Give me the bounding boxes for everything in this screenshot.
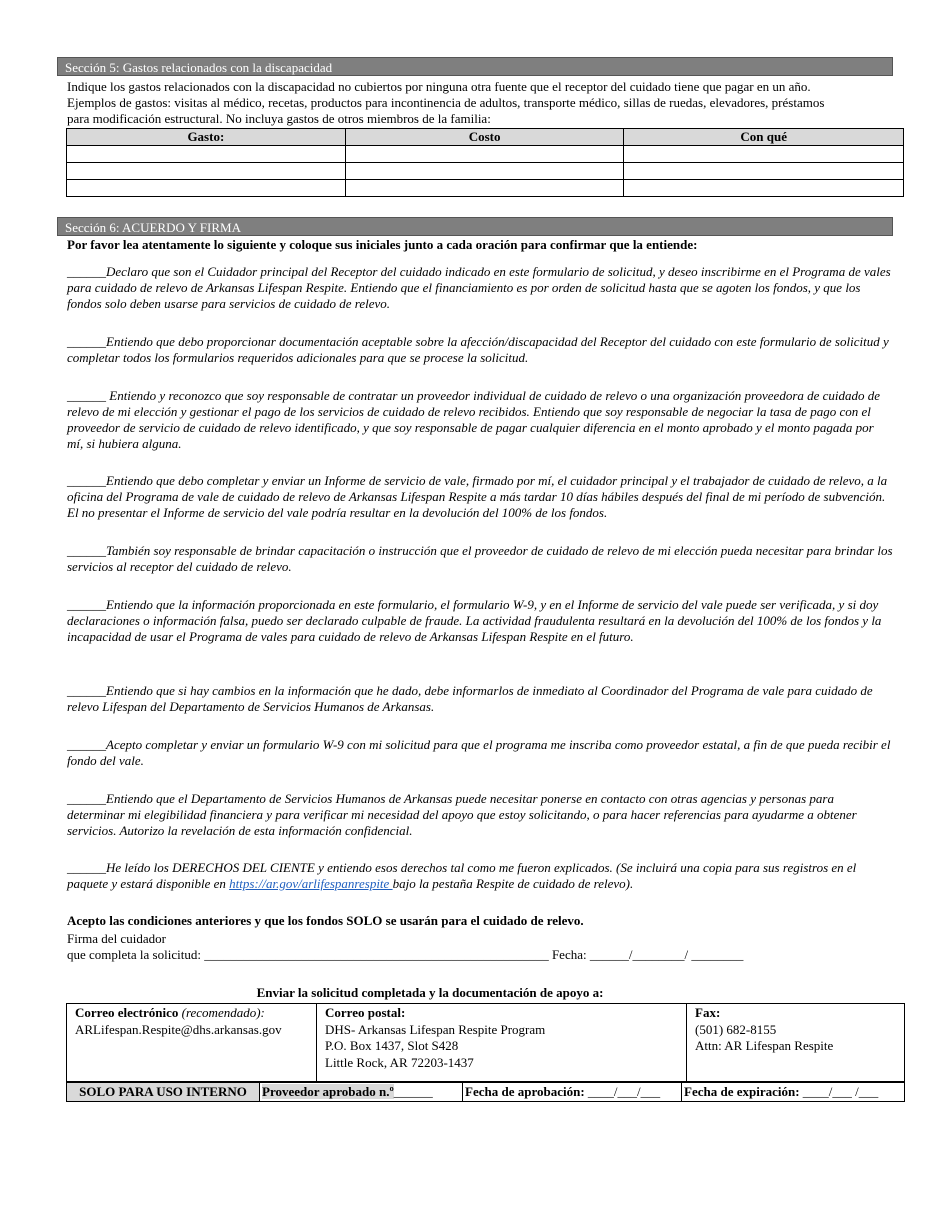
approval-label: Fecha de aprobación: bbox=[465, 1084, 585, 1099]
statement-text: He leído los DERECHOS DEL CIENTE y entiendo esos derechos tal como me fueron explicados. (Se incluirá una copia para sus registros en el paquete y estará disponible en bbox=[67, 860, 857, 891]
mail-line-3: Little Rock, AR 72203-1437 bbox=[325, 1054, 474, 1070]
contact-row bbox=[67, 1004, 905, 1082]
signature-block bbox=[67, 931, 893, 963]
fax-label: Fax: bbox=[695, 1005, 721, 1020]
rights-link[interactable]: https://ar.gov/arlifespanrespite bbox=[229, 876, 393, 891]
fax-cell bbox=[687, 1004, 905, 1082]
with-what-cell[interactable] bbox=[624, 146, 904, 163]
cost-cell[interactable] bbox=[345, 163, 624, 180]
table-row bbox=[67, 163, 904, 180]
initials-blank[interactable]: ______ bbox=[67, 737, 106, 752]
statement-8 bbox=[67, 737, 893, 769]
initials-blank[interactable]: ______ bbox=[67, 388, 106, 403]
accept-statement: Acepto las condiciones anteriores y que los fondos SOLO se usarán para el cuidado de relevo. bbox=[67, 913, 584, 928]
email-label: Correo electrónico bbox=[75, 1005, 179, 1020]
expense-cell[interactable] bbox=[67, 146, 346, 163]
statement-6 bbox=[67, 597, 893, 645]
table-row bbox=[67, 180, 904, 197]
mail-line-1: DHS- Arkansas Lifespan Respite Program bbox=[325, 1021, 546, 1037]
section5-header: Sección 5: Gastos relacionados con la discapacidad bbox=[57, 57, 893, 76]
with-what-cell[interactable] bbox=[624, 180, 904, 197]
date-blank[interactable]: ______/________/ ________ bbox=[589, 947, 744, 962]
statement-text: Entiendo que si hay cambios en la información que he dado, debe informarlos de inmediato al Coordinador del Programa de vale para cuidado de relevo Lifespan del Departamento de Servicios Humanos de Arkansas. bbox=[67, 683, 873, 714]
signature-label-1: Firma del cuidador bbox=[67, 931, 166, 946]
provider-label: Proveedor aprobado n.º bbox=[262, 1084, 394, 1099]
date-label: Fecha: bbox=[548, 947, 590, 962]
provider-cell bbox=[260, 1083, 463, 1102]
with-what-cell[interactable] bbox=[624, 163, 904, 180]
internal-use-table bbox=[66, 1082, 905, 1102]
expense-cell[interactable] bbox=[67, 163, 346, 180]
initials-blank[interactable]: ______ bbox=[67, 473, 106, 488]
col-gasto: Gasto: bbox=[67, 129, 346, 146]
initials-blank[interactable]: ______ bbox=[67, 334, 106, 349]
email-cell bbox=[67, 1004, 317, 1082]
provider-blank[interactable]: ______ bbox=[393, 1084, 433, 1099]
statement-text: Entiendo que la información proporcionada en este formulario, el formulario W-9, y en el Informe de servicio del vale puede ser verificada, y si doy declaraciones o información falsa, puedo ser declarado culpable de fraude. La actividad fraudulenta resultará en la devolución del 100% de los fondos y la incapacidad de usar el Programa de vales para cuidado de relevo de Arkansas Lifespan Respite en el futuro. bbox=[67, 597, 882, 644]
cost-cell[interactable] bbox=[345, 146, 624, 163]
expiration-label: Fecha de expiración: bbox=[684, 1084, 800, 1099]
col-con-que: Con qué bbox=[624, 129, 904, 146]
statement-5 bbox=[67, 543, 893, 575]
expiration-cell bbox=[682, 1083, 905, 1102]
signature-row bbox=[67, 947, 893, 963]
statement-text: Entiendo y reconozco que soy responsable de contratar un proveedor individual de cuidado de relevo o una organización proveedora de cuidado de relevo de mi elección y gestionar el pago de los servicios de cuidado de relevo recibidos. Entiendo que soy responsable de negociar la tasa de pago con el proveedor de servicio de cuidado de relevo identificado, y que soy responsable de pagar cualquier diferencia en el monto aprobado y el monto pagada por mí, si hubiera alguna. bbox=[67, 388, 881, 451]
expense-cell[interactable] bbox=[67, 180, 346, 197]
mail-label: Correo postal: bbox=[325, 1005, 406, 1020]
statement-text: Entiendo que debo proporcionar documentación aceptable sobre la afección/discapacidad del Receptor del cuidado con este formulario de solicitud y completar todos los formularios requeridos adicionales para que se procese la solicitud. bbox=[67, 334, 889, 365]
initials-blank[interactable]: ______ bbox=[67, 264, 106, 279]
initials-blank[interactable]: ______ bbox=[67, 597, 106, 612]
approval-blank[interactable]: ____/___/___ bbox=[584, 1084, 661, 1099]
statement-2 bbox=[67, 334, 893, 366]
mail-line-2: P.O. Box 1437, Slot S428 bbox=[325, 1038, 459, 1053]
fax-number: (501) 682-8155 bbox=[695, 1021, 777, 1037]
statement-text: Acepto completar y enviar un formulario W-9 con mi solicitud para que el programa me inscriba como proveedor estatal, a fin de que pueda recibir el fondo del vale. bbox=[67, 737, 891, 768]
email-address[interactable]: ARLifespan.Respite@dhs.arkansas.gov bbox=[75, 1021, 282, 1037]
statement-text: También soy responsable de brindar capacitación o instrucción que el proveedor de cuidado de relevo de mi elección pueda necesitar para brindar los servicios al receptor del cuidado de relevo. bbox=[67, 543, 893, 574]
cost-cell[interactable] bbox=[345, 180, 624, 197]
internal-label: SOLO PARA USO INTERNO bbox=[67, 1083, 260, 1102]
initials-blank[interactable]: ______ bbox=[67, 860, 106, 875]
col-costo: Costo bbox=[345, 129, 624, 146]
section5-intro: Indique los gastos relacionados con la discapacidad no cubiertos por ninguna otra fuente que el receptor del cuidado tiene que pagar en un año. Ejemplos de gastos: visitas al médico, recetas, productos para incontinencia de adultos, transporte médico, sillas de ruedas, elevadores, préstamos para modificación estructural. No incluya gastos de otros miembros de la familia: bbox=[67, 79, 825, 126]
statement-1 bbox=[67, 264, 893, 312]
submit-title: Enviar la solicitud completada y la documentación de apoyo a: bbox=[256, 985, 604, 1000]
statement-10 bbox=[67, 860, 893, 892]
fax-attn: Attn: AR Lifespan Respite bbox=[695, 1038, 834, 1053]
signature-line[interactable]: _____________________________________________________ bbox=[204, 947, 549, 962]
initials-blank[interactable]: ______ bbox=[67, 683, 106, 698]
mail-cell bbox=[317, 1004, 687, 1082]
expenses-table bbox=[66, 128, 904, 197]
statement-9 bbox=[67, 791, 893, 839]
statement-text: Entiendo que debo completar y enviar un Informe de servicio de vale, firmado por mí, el cuidador principal y el trabajador de cuidado de relevo, a la oficina del Programa de vale de cuidado de relevo de Arkansas Lifespan Respite a más tardar 10 días hábiles después del final de mi período de subvención. El no presentar el Informe de servicio del vale podría resultar en la devolución del 100% de los fondos. bbox=[67, 473, 888, 520]
statement-text: Entiendo que el Departamento de Servicios Humanos de Arkansas puede necesitar ponerse en contacto con otras agencias y personas para determinar mi elegibilidad financiera y para verificar mi necesidad del apoyo que estoy solicitando, o para hacer referencias para ayudarme a obtener servicios. Autorizo la revelación de esta información confidencial. bbox=[67, 791, 857, 838]
expiration-blank[interactable]: ____/___ /___ bbox=[799, 1084, 879, 1099]
statement-text-end: bajo la pestaña Respite de cuidado de relevo). bbox=[392, 876, 634, 891]
table-row bbox=[67, 146, 904, 163]
expenses-header-row bbox=[67, 129, 904, 146]
initials-blank[interactable]: ______ bbox=[67, 791, 106, 806]
statement-text: Declaro que son el Cuidador principal del Receptor del cuidado indicado en este formulario de solicitud, y deseo inscribirme en el Programa de vales para cuidado de relevo de Arkansas Lifespan Respite. Entiendo que el financiamiento es por orden de solicitud hasta que se agoten los fondos, y que los fondos solo deben usarse para servicios de cuidado de relevo. bbox=[67, 264, 891, 311]
internal-row bbox=[67, 1083, 905, 1102]
contact-table bbox=[66, 1003, 905, 1082]
section6-instruction: Por favor lea atentamente lo siguiente y coloque sus iniciales junto a cada oración para confirmar que la entiende: bbox=[67, 237, 698, 252]
email-note: (recomendado): bbox=[181, 1005, 265, 1020]
approval-cell bbox=[463, 1083, 682, 1102]
statement-7 bbox=[67, 683, 893, 715]
statement-3 bbox=[67, 388, 893, 452]
statement-4 bbox=[67, 473, 893, 521]
initials-blank[interactable]: ______ bbox=[67, 543, 106, 558]
section6-header: Sección 6: ACUERDO Y FIRMA bbox=[57, 217, 893, 236]
signature-label-2: que completa la solicitud: bbox=[67, 947, 205, 962]
